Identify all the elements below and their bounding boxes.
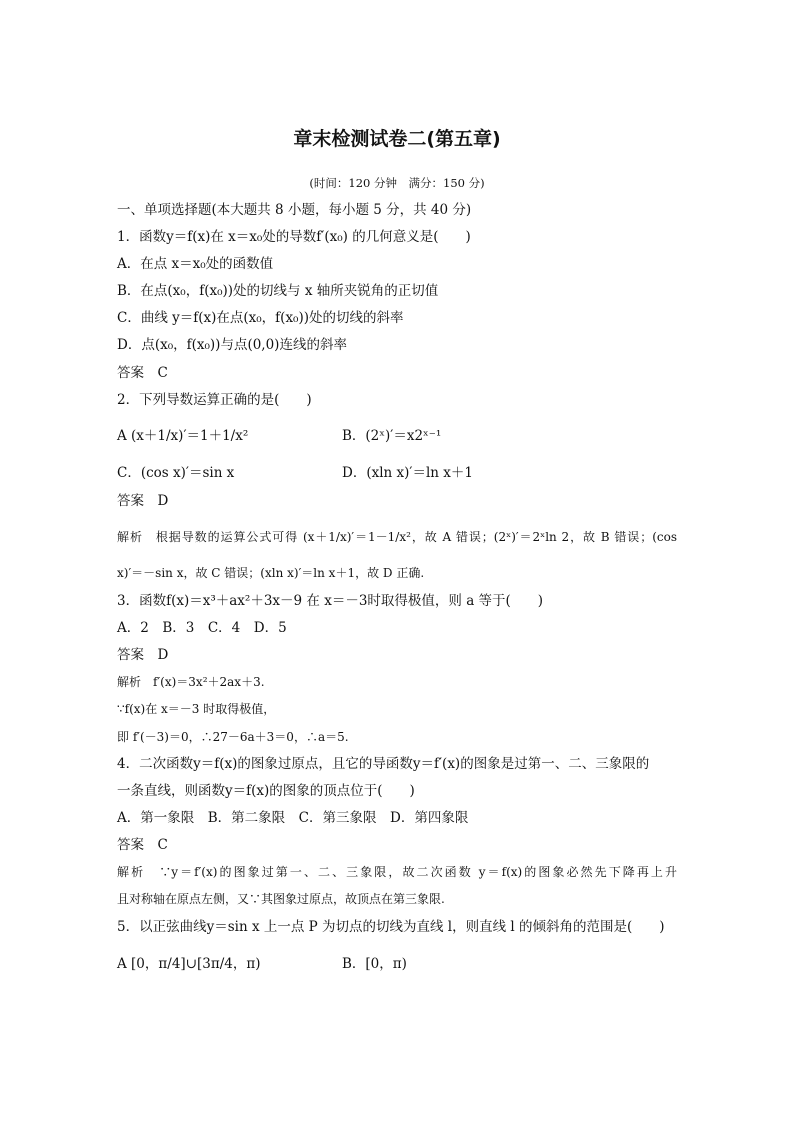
q1-stem: 1．函数y＝f(x)在 x＝x₀处的导数f′(x₀) 的几何意义是( ) (117, 229, 471, 245)
q3-explanation-line1: 解析 f′(x)＝3x²＋2ax＋3. (117, 675, 265, 689)
q2-explanation-line1: 解析 根据导数的运算公式可得 (x＋1/x)′＝1－1/x²，故 A 错误；(2ˣ)′＝2ˣln 2，故 B 错误；(cos (117, 530, 677, 544)
q1-option-d: D．点(x₀，f(x₀))与点(0,0)连线的斜率 (117, 337, 347, 353)
q1-answer: 答案 C (117, 365, 168, 381)
page-title: 章末检测试卷二(第五章) (293, 128, 501, 150)
q2-option-b: B．(2ˣ)′＝x2ˣ⁻¹ (342, 428, 442, 444)
q3-stem: 3．函数f(x)＝x³＋ax²＋3x－9 在 x＝－3时取得极值，则 a 等于( ) (117, 593, 544, 609)
q3-explanation-line2: ∵f(x)在 x＝－3 时取得极值， (117, 702, 276, 716)
exam-meta: (时间：120 分钟 满分：150 分) (309, 176, 485, 190)
q4-explanation-line2: 且对称轴在原点左侧，又∵其图象过原点，故顶点在第三象限. (117, 892, 445, 906)
q4-stem-line1: 4．二次函数y＝f(x)的图象过原点，且它的导函数y＝f′(x)的图象是过第一、二、三象限的 (117, 756, 650, 772)
q2-answer: 答案 D (117, 493, 169, 509)
q4-options: A．第一象限 B．第二象限 C．第三象限 D．第四象限 (117, 810, 469, 826)
q4-answer: 答案 C (117, 837, 168, 853)
q3-options: A．2 B．3 C．4 D．5 (117, 620, 287, 636)
q2-option-d: D．(xln x)′＝ln x＋1 (342, 465, 473, 481)
q5-option-a: A [0，π/4]∪[3π/4，π) (117, 956, 261, 972)
q5-stem: 5．以正弦曲线y＝sin x 上一点 P 为切点的切线为直线 l，则直线 l 的倾斜角的范围是( ) (117, 919, 665, 935)
q1-option-c: C．曲线 y＝f(x)在点(x₀，f(x₀))处的切线的斜率 (117, 310, 404, 326)
q4-stem-line2: 一条直线，则函数y＝f(x)的图象的顶点位于( ) (117, 783, 415, 799)
q2-stem: 2．下列导数运算正确的是( ) (117, 392, 312, 408)
section-heading: 一、单项选择题(本大题共 8 小题，每小题 5 分，共 40 分) (117, 202, 472, 218)
q1-option-b: B．在点(x₀，f(x₀))处的切线与 x 轴所夹锐角的正切值 (117, 283, 439, 299)
q2-explanation-line2: x)′＝－sin x，故 C 错误；(xln x)′＝ln x＋1，故 D 正确. (117, 566, 425, 580)
q4-explanation-line1: 解析 ∵y＝f′(x)的图象过第一、二、三象限，故二次函数 y＝f(x)的图象必然先下降再上升 (117, 865, 677, 879)
q1-option-a: A．在点 x＝x₀处的函数值 (117, 256, 274, 272)
q2-option-a: A (x＋1/x)′＝1＋1/x² (117, 428, 249, 444)
q5-option-b: B．[0，π) (342, 956, 407, 972)
q3-explanation-line3: 即 f′(－3)＝0，∴27－6a＋3＝0，∴a＝5. (117, 730, 349, 744)
q2-option-c: C．(cos x)′＝sin x (117, 465, 235, 481)
q3-answer: 答案 D (117, 647, 169, 663)
